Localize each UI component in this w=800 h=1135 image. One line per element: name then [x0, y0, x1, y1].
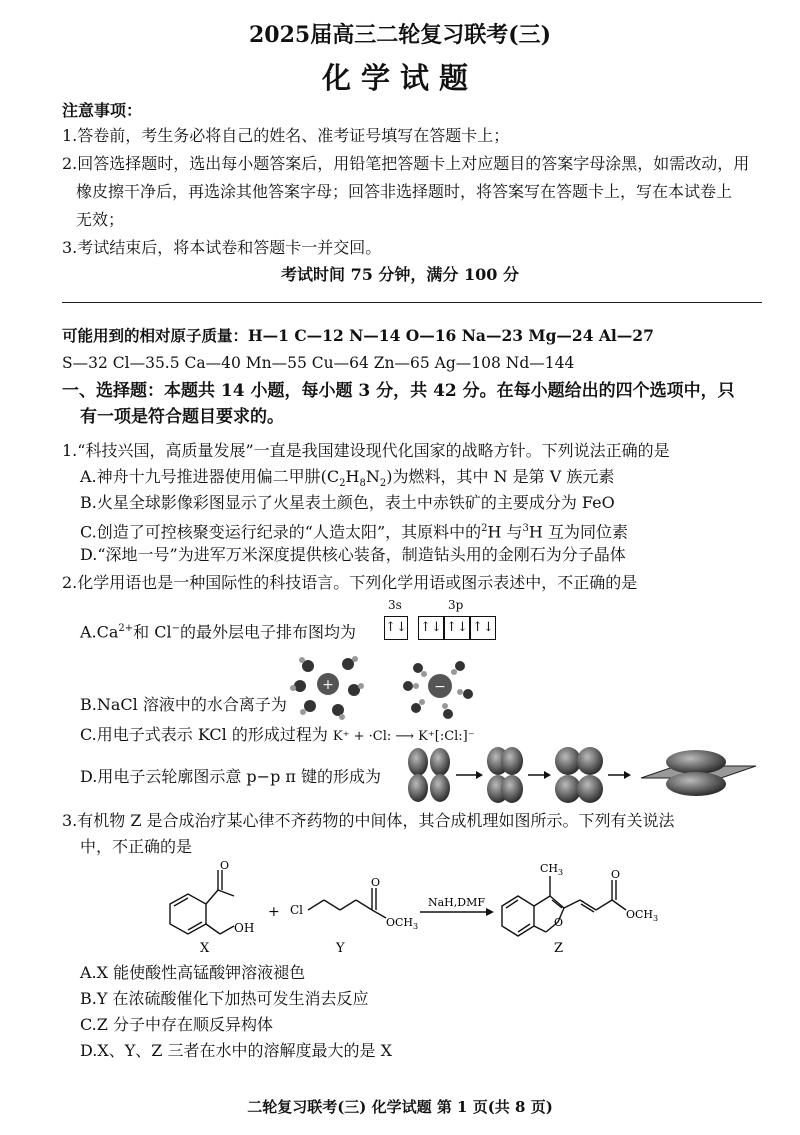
q2-stem: 2.化学用语也是一种国际性的科技语言。下列化学用语或图示表述中，不正确的是 — [62, 573, 638, 592]
atomic-mass-line-1 — [62, 325, 654, 347]
q1-option-c: C.创造了可控核聚变运行纪录的“人造太阳”，其原料中的$^2$H 与$^3$H 互为同位素 — [80, 522, 628, 542]
notice-item-3: 3.考试结束后，将本试卷和答题卡一并交回。 — [62, 238, 382, 257]
reagent-label: NaH,DMF — [428, 896, 485, 909]
orbital-box-3p-2: ↑↓ — [444, 616, 470, 640]
q2-option-a: $A.Ca^{2+}$和 Cl−的最外层电子排布图均为 — [80, 622, 357, 642]
notice-heading: 注意事项： — [62, 101, 143, 120]
reaction-scheme — [150, 860, 710, 960]
z-och3: $OCH_3$ — [626, 908, 659, 923]
y-oxygen: O — [371, 876, 381, 889]
notice-item-1: 1.答卷前，考生务必将自己的姓名、准考证号填写在答题卡上； — [62, 126, 510, 145]
notice-item-2: 2.回答选择题时，选出每小题答案后，用铅笔把答题卡上对应题目的答案字母涂黑，如需改动，用 — [62, 154, 750, 173]
label-y: Y — [336, 941, 345, 956]
orbital-label-3s: 3s — [388, 598, 402, 612]
anion-sign: − — [434, 679, 446, 695]
notice-item-2-cont: 橡皮擦干净后，再选涂其他答案字母；回答非选择题时，将答案写在答题卡上，写在本试卷上 — [76, 182, 733, 201]
section-heading-1: 一、选择题：本题共 14 小题，每小题 3 分，共 42 分。在每小题给出的四个选项中，只 — [62, 381, 735, 401]
hydrated-ions-figure — [290, 648, 490, 728]
molecule-z — [502, 876, 626, 936]
q3-stem-1: 3.有机物 Z 是合成治疗某心律不齐药物的中间体，其合成机理如图所示。下列有关说法 — [62, 811, 675, 830]
q2-option-c: C.用电子式表示 KCl 的形成过程为 K⁺ + ·Cl: ⟶ K⁺[:Cl:]⁻ — [80, 725, 475, 744]
q3-option-c: C.Z 分子中存在顺反异构体 — [80, 1015, 273, 1034]
section-heading-2: 有一项是符合题目要求的。 — [80, 407, 284, 427]
kcl-formation: K⁺ + ·Cl: ⟶ K⁺[:Cl:]⁻ — [332, 729, 475, 744]
p-orbitals-separate — [408, 748, 450, 802]
orbital-diagram — [382, 598, 512, 648]
q1-option-a: A.神舟十九号推进器使用偏二甲肼$(C_2H_8N_2)$为燃料，其中 N 是第 V 族元素 — [80, 467, 615, 490]
q2-option-b: B.NaCl 溶液中的水合离子为 — [80, 695, 287, 714]
q1-option-d: D.“深地一号”为进军万米深度提供核心装备，制造钻头用的金刚石为分子晶体 — [80, 545, 626, 564]
exam-time: 考试时间 75 分钟，满分 100 分 — [281, 265, 519, 284]
orbital-box-3p-1: ↑↓ — [418, 616, 444, 640]
q3-option-a: A.X 能使酸性高锰酸钾溶液褪色 — [80, 963, 306, 982]
orbital-label-3p: 3p — [448, 598, 464, 612]
z-ch3: $CH_3$ — [540, 862, 564, 877]
label-z: Z — [554, 941, 564, 956]
orbital-box-3p-3: ↑↓ — [470, 616, 496, 640]
q3-stem-2: 中，不正确的是 — [80, 837, 193, 856]
molecule-y — [308, 888, 386, 918]
x-oxygen: O — [220, 860, 230, 872]
p-orbitals-overlap — [555, 747, 603, 803]
cation-sign: + — [322, 677, 334, 693]
molecule-x — [170, 870, 234, 934]
atomic-mass-1: 可能用到的相对原子质量：H—1 C—12 N—14 O—16 Na—23 Mg—24 Al—27 — [62, 326, 654, 345]
y-och3: $OCH_3$ — [386, 916, 419, 931]
exam-title: 2025届高三二轮复习联考(三) — [248, 22, 552, 48]
atomic-mass-line-2: S—32 Cl—35.5 Ca—40 Mn—55 Cu—64 Zn—65 Ag—108 Nd—144 — [62, 354, 575, 372]
label-x: X — [200, 941, 210, 956]
subject-title: 化学试题 — [321, 61, 478, 95]
z-carbonyl-oxygen: O — [611, 868, 621, 881]
q1-stem: 1.“科技兴国，高质量发展”一直是我国建设现代化国家的战略方针。下列说法正确的是 — [62, 441, 670, 460]
q3-option-b: B.Y 在浓硫酸催化下加热可发生消去反应 — [80, 989, 369, 1008]
z-ring-oxygen: O — [554, 916, 564, 929]
pi-bond — [641, 750, 756, 796]
q1-option-b: B.火星全球影像彩图显示了火星表土颜色，表土中赤铁矿的主要成分为 FeO — [80, 493, 615, 512]
page-footer: 二轮复习联考(三) 化学试题 第 1 页(共 8 页) — [247, 1098, 553, 1116]
q3-option-d: D.X、Y、Z 三者在水中的溶解度最大的是 X — [80, 1041, 392, 1060]
notice-item-2-end: 无效； — [76, 210, 125, 229]
q2-option-d: D.用电子云轮廓图示意 p−p π 键的形成为 — [80, 767, 382, 786]
p-orbitals-approach — [487, 747, 523, 803]
plus-sign: + — [268, 904, 280, 920]
x-oh: OH — [234, 921, 255, 935]
orbital-box-3s: ↑↓ — [384, 616, 408, 640]
y-cl: Cl — [290, 903, 304, 917]
pi-bond-figure — [406, 744, 766, 804]
divider — [62, 302, 762, 303]
